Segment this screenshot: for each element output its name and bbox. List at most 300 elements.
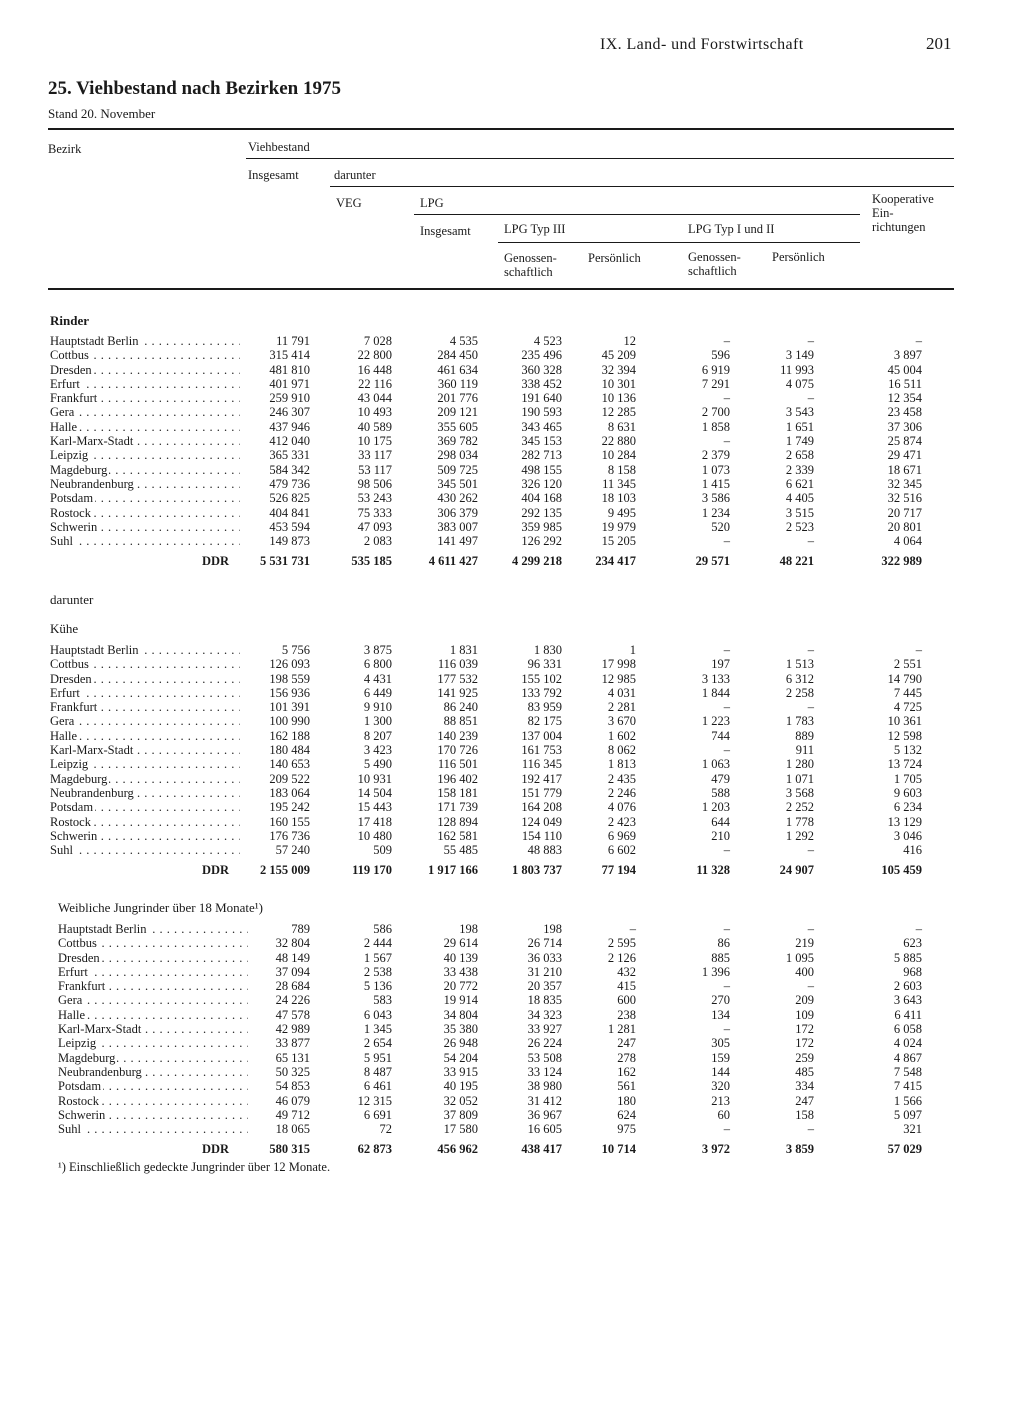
total-value: 5 531 731 [260,554,310,569]
cell-value: 1 223 [701,714,730,729]
cell-value: 31 210 [527,964,562,979]
cell-value: – [807,534,814,549]
cell-value: 124 049 [521,814,562,829]
cell-value: 584 342 [269,462,310,477]
cell-value: 12 [623,334,636,348]
cell-value: 2 435 [607,771,636,786]
total-value: 105 459 [881,863,922,878]
cell-value: 588 [711,785,730,800]
cell-value: 2 700 [701,405,730,420]
cell-value: 1 281 [607,1022,636,1037]
cell-value: 26 948 [443,1036,478,1051]
cell-value: 180 484 [269,743,310,758]
cell-value: 412 040 [269,434,310,449]
cell-value: 2 595 [607,936,636,951]
cell-value: 9 603 [893,785,922,800]
cell-value: 160 155 [269,814,310,829]
cell-value: 15 205 [601,534,636,549]
cell-value: 196 402 [437,771,478,786]
cell-value: 369 782 [437,434,478,449]
cell-value: 17 580 [443,1122,478,1137]
total-value: 119 170 [352,863,392,878]
cell-value: – [723,434,730,449]
cell-value: 50 325 [275,1064,310,1079]
cell-value: 22 880 [601,434,636,449]
cell-value: 3 149 [785,348,814,363]
cell-value: 889 [795,728,814,743]
bezirk-name: Neubrandenburg . . . [50,786,240,800]
cell-value: 54 204 [443,1050,478,1065]
total-value: 580 315 [269,1142,310,1157]
col-insgesamt: Insgesamt [248,168,299,182]
cell-value: – [807,700,814,715]
col-viehbestand: Viehbestand [248,140,310,154]
total-value: 438 417 [521,1142,562,1157]
cell-value: – [723,643,730,657]
bezirk-name: Halle . . . [58,1008,248,1022]
cell-value: 57 240 [275,843,310,858]
cell-value: 282 713 [521,448,562,463]
cell-value: 198 559 [269,671,310,686]
cell-value: 60 [717,1107,730,1122]
cell-value: 6 691 [363,1107,392,1122]
bezirk-name: Magdeburg . . . [50,772,240,786]
cell-value: 53 508 [527,1050,562,1065]
bezirk-name: Rostock . . . [50,815,240,829]
cell-value: 45 209 [601,348,636,363]
bezirk-name: Leipzig . . . [58,1036,248,1050]
bezirk-name: Dresden . . . [58,951,248,965]
cell-value: 16 448 [357,362,392,377]
cell-value: – [723,979,730,994]
cell-value: 430 262 [437,491,478,506]
cell-value: 49 712 [275,1107,310,1122]
cell-value: 20 772 [443,979,478,994]
cell-value: 2 444 [363,936,392,951]
cell-value: 171 739 [437,800,478,815]
rule-lpg-sub [498,242,860,243]
cell-value: – [807,334,814,348]
cell-value: 5 490 [363,757,392,772]
col-lpg: LPG [420,196,444,210]
cell-value: – [807,843,814,858]
cell-value: 6 058 [893,1022,922,1037]
header-bottom-rule [48,288,954,290]
cell-value: 22 116 [358,376,392,391]
cell-value: 198 [543,922,562,936]
col-lpg-insgesamt: Insgesamt [420,224,471,238]
cell-value: 1 300 [363,714,392,729]
cell-value: 86 240 [443,700,478,715]
cell-value: 10 136 [601,391,636,406]
total-label: DDR [202,1142,230,1157]
cell-value: 359 985 [521,519,562,534]
cell-value: 2 603 [893,979,922,994]
cell-value: 162 581 [437,828,478,843]
cell-value: 18 671 [887,462,922,477]
cell-value: 10 175 [357,434,392,449]
cell-value: 9 495 [607,505,636,520]
cell-value: 345 153 [521,434,562,449]
total-value: 11 328 [696,863,730,878]
cell-value: 1 203 [701,800,730,815]
bezirk-name: Leipzig . . . [50,757,240,771]
cell-value: 158 181 [437,785,478,800]
total-value: 234 417 [595,554,636,569]
cell-value: 170 726 [437,743,478,758]
cell-value: 195 242 [269,800,310,815]
total-value: 322 989 [881,554,922,569]
cell-value: 209 522 [269,771,310,786]
cell-value: 4 031 [607,685,636,700]
cell-value: 12 354 [887,391,922,406]
cell-value: 3 568 [785,785,814,800]
cell-value: 789 [291,922,310,936]
cell-value: 42 989 [275,1022,310,1037]
cell-value: 12 985 [601,671,636,686]
cell-value: 7 445 [893,685,922,700]
bezirk-name: Cottbus . . . [58,936,248,950]
cell-value: 47 093 [357,519,392,534]
cell-value: 1 513 [785,657,814,672]
cell-value: 246 307 [269,405,310,420]
cell-value: 1 [629,643,636,657]
cell-value: 2 258 [785,685,814,700]
cell-value: 479 [711,771,730,786]
cell-value: 2 654 [363,1036,392,1051]
cell-value: 4 024 [893,1036,922,1051]
cell-value: – [723,1022,730,1037]
total-value: 4 299 218 [512,554,562,569]
cell-value: 24 226 [275,993,310,1008]
cell-value: 404 841 [269,505,310,520]
cell-value: 526 825 [269,491,310,506]
cell-value: 83 959 [527,700,562,715]
total-value: 24 907 [779,863,814,878]
cell-value: 10 931 [357,771,392,786]
cell-value: 360 119 [437,376,478,391]
cell-value: 2 658 [785,448,814,463]
bezirk-name: Schwerin . . . [50,520,240,534]
cell-value: 4 867 [893,1050,922,1065]
bezirk-name: Cottbus . . . [50,657,240,671]
cell-value: 37 306 [887,419,922,434]
cell-value: 509 725 [437,462,478,477]
cell-value: 6 602 [607,843,636,858]
cell-value: 5 136 [363,979,392,994]
cell-value: 183 064 [269,785,310,800]
cell-value: 209 121 [437,405,478,420]
cell-value: 48 149 [275,950,310,965]
cell-value: 156 936 [269,685,310,700]
cell-value: 3 643 [893,993,922,1008]
bezirk-name: Potsdam . . . [50,491,240,505]
cell-value: 4 075 [785,376,814,391]
cell-value: 4 431 [363,671,392,686]
cell-value: 1 566 [893,1093,922,1108]
total-label: DDR [202,554,230,569]
cell-value: 7 291 [701,376,730,391]
footnote: ¹) Einschließlich gedeckte Jungrinder über 12 Monate. [58,1160,331,1174]
cell-value: 1 396 [701,964,730,979]
cell-value: 744 [711,728,730,743]
cell-value: 284 450 [437,348,478,363]
cell-value: 6 411 [894,1007,922,1022]
cell-value: 98 506 [357,476,392,491]
cell-value: 4 076 [607,800,636,815]
cell-value: 453 594 [269,519,310,534]
total-value: 10 714 [601,1142,636,1157]
section-subtitle-kuehe: Kühe [50,621,79,636]
cell-value: 33 124 [527,1064,562,1079]
cell-value: 1 844 [701,685,730,700]
cell-value: – [915,643,922,657]
cell-value: 5 132 [893,743,922,758]
cell-value: – [723,391,730,406]
cell-value: 11 993 [780,362,814,377]
cell-value: 1 602 [607,728,636,743]
cell-value: 154 110 [521,828,562,843]
bezirk-name: Hauptstadt Berlin . . . [50,643,240,657]
bezirk-name: Dresden . . . [50,672,240,686]
cell-value: 13 129 [887,814,922,829]
cell-value: 20 717 [887,505,922,520]
section-title-darunter: darunter [50,592,94,607]
cell-value: – [915,334,922,348]
cell-value: 32 804 [275,936,310,951]
cell-value: 48 883 [527,843,562,858]
cell-value: 1 567 [363,950,392,965]
cell-value: 1 063 [701,757,730,772]
col-kooperative-3: richtungen [872,220,926,234]
cell-value: 2 246 [607,785,636,800]
cell-value: 197 [711,657,730,672]
bezirk-name: Schwerin . . . [50,829,240,843]
cell-value: 34 804 [443,1007,478,1022]
cell-value: 6 800 [363,657,392,672]
bezirk-name: Potsdam . . . [58,1079,248,1093]
cell-value: 20 357 [527,979,562,994]
cell-value: 520 [711,519,730,534]
cell-value: 1 292 [785,828,814,843]
total-value: 456 962 [437,1142,478,1157]
cell-value: 1 830 [533,643,562,657]
table-title: 25. Viehbestand nach Bezirken 1975 [48,78,341,99]
cell-value: 2 252 [785,800,814,815]
cell-value: 8 062 [607,743,636,758]
cell-value: 14 790 [887,671,922,686]
cell-value: 162 [617,1064,636,1079]
col-pers-typ12: Persönlich [772,250,825,264]
cell-value: 583 [373,993,392,1008]
cell-value: 5 951 [363,1050,392,1065]
cell-value: 26 224 [527,1036,562,1051]
cell-value: 33 438 [443,964,478,979]
cell-value: – [807,1122,814,1137]
col-gen-typ12-1: Genossen- [688,250,741,264]
cell-value: 116 345 [521,757,562,772]
cell-value: 401 971 [269,376,310,391]
cell-value: 32 052 [443,1093,478,1108]
cell-value: 1 651 [785,419,814,434]
cell-value: 213 [711,1093,730,1108]
cell-value: 35 380 [443,1022,478,1037]
bezirk-name: Magdeburg . . . [58,1051,248,1065]
cell-value: 8 631 [607,419,636,434]
cell-value: 17 998 [601,657,636,672]
cell-value: 1 749 [785,434,814,449]
cell-value: 5 885 [893,950,922,965]
cell-value: 20 801 [887,519,922,534]
cell-value: 326 120 [521,476,562,491]
cell-value: 29 471 [887,448,922,463]
cell-value: 2 379 [701,448,730,463]
cell-value: 18 103 [601,491,636,506]
bezirk-name: Potsdam . . . [50,800,240,814]
cell-value: – [723,1122,730,1137]
bezirk-name: Frankfurt . . . [58,979,248,993]
cell-value: – [915,922,922,936]
cell-value: 161 753 [521,743,562,758]
cell-value: 247 [795,1093,814,1108]
cell-value: 1 705 [893,771,922,786]
bezirk-name: Neubrandenburg . . . [50,477,240,491]
cell-value: 7 028 [363,334,392,348]
bezirk-name: Suhl . . . [58,1122,248,1136]
bezirk-name: Dresden . . . [50,363,240,377]
cell-value: 6 312 [785,671,814,686]
cell-value: 315 414 [269,348,310,363]
cell-value: 2 083 [363,534,392,549]
cell-value: – [807,979,814,994]
cell-value: 32 394 [601,362,636,377]
cell-value: 3 515 [785,505,814,520]
cell-value: 209 [795,993,814,1008]
cell-value: 238 [617,1007,636,1022]
cell-value: 885 [711,950,730,965]
total-value: 4 611 427 [428,554,478,569]
cell-value: – [807,643,814,657]
cell-value: 3 670 [607,714,636,729]
cell-value: 36 033 [527,950,562,965]
cell-value: 75 333 [357,505,392,520]
col-kooperative-2: Ein- [872,206,894,220]
section-subtitle-jungrinder: Weibliche Jungrinder über 18 Monate¹) [58,900,264,915]
cell-value: 8 207 [363,728,392,743]
cell-value: 8 158 [607,462,636,477]
bezirk-name: Halle . . . [50,729,240,743]
cell-value: 133 792 [521,685,562,700]
cell-value: 6 969 [607,828,636,843]
cell-value: 3 586 [701,491,730,506]
cell-value: 155 102 [521,671,562,686]
cell-value: 3 046 [893,828,922,843]
cell-value: 561 [617,1079,636,1094]
cell-value: 1 071 [785,771,814,786]
cell-value: 128 894 [437,814,478,829]
cell-value: 86 [717,936,730,951]
bezirk-name: Cottbus . . . [50,348,240,362]
cell-value: 12 315 [357,1093,392,1108]
cell-value: 38 980 [527,1079,562,1094]
bezirk-name: Halle . . . [50,420,240,434]
cell-value: 29 614 [443,936,478,951]
chapter-heading: IX. Land- und Forstwirtschaft [600,36,804,53]
bezirk-name: Magdeburg . . . [50,463,240,477]
cell-value: 82 175 [527,714,562,729]
total-value: 3 972 [701,1142,730,1157]
cell-value: 3 133 [701,671,730,686]
cell-value: 321 [903,1122,922,1137]
cell-value: 158 [795,1107,814,1122]
cell-value: – [723,922,730,936]
cell-value: 19 979 [601,519,636,534]
header-top-rule [48,128,954,130]
col-lpg-typ12: LPG Typ I und II [688,222,775,236]
total-value: 2 155 009 [260,863,310,878]
cell-value: 7 415 [893,1079,922,1094]
cell-value: 53 117 [358,462,392,477]
cell-value: 235 496 [521,348,562,363]
cell-value: 4 725 [893,700,922,715]
cell-value: 159 [711,1050,730,1065]
cell-value: 32 345 [887,476,922,491]
cell-value: 498 155 [521,462,562,477]
bezirk-name: Rostock . . . [50,506,240,520]
cell-value: 54 853 [275,1079,310,1094]
cell-value: 43 044 [357,391,392,406]
total-value: 1 803 737 [512,863,562,878]
bezirk-name: Leipzig . . . [50,448,240,462]
col-darunter: darunter [334,168,376,182]
cell-value: 4 064 [893,534,922,549]
total-value: 77 194 [601,863,636,878]
cell-value: 210 [711,828,730,843]
cell-value: 33 117 [358,448,392,463]
rule-darunter [330,186,954,187]
col-kooperative-1: Kooperative [872,192,934,206]
total-value: 29 571 [695,554,730,569]
cell-value: 10 480 [357,828,392,843]
cell-value: 8 487 [363,1064,392,1079]
cell-value: 10 284 [601,448,636,463]
page-number: 201 [926,34,952,53]
total-value: 57 029 [887,1142,922,1157]
cell-value: 306 379 [437,505,478,520]
cell-value: 247 [617,1036,636,1051]
cell-value: 305 [711,1036,730,1051]
cell-value: 1 345 [363,1022,392,1037]
cell-value: 968 [903,964,922,979]
cell-value: – [723,534,730,549]
cell-value: 509 [373,843,392,858]
cell-value: 12 598 [887,728,922,743]
cell-value: 172 [795,1036,814,1051]
col-gen-typ12-2: schaftlich [688,264,737,278]
cell-value: 17 418 [357,814,392,829]
cell-value: 975 [617,1122,636,1137]
cell-value: 1 415 [701,476,730,491]
cell-value: 479 736 [269,476,310,491]
cell-value: 6 449 [363,685,392,700]
cell-value: 2 551 [893,657,922,672]
cell-value: 1 778 [785,814,814,829]
cell-value: 141 925 [437,685,478,700]
cell-value: 1 813 [607,757,636,772]
rule-viehbestand [246,158,954,159]
cell-value: 1 858 [701,419,730,434]
cell-value: 140 653 [269,757,310,772]
